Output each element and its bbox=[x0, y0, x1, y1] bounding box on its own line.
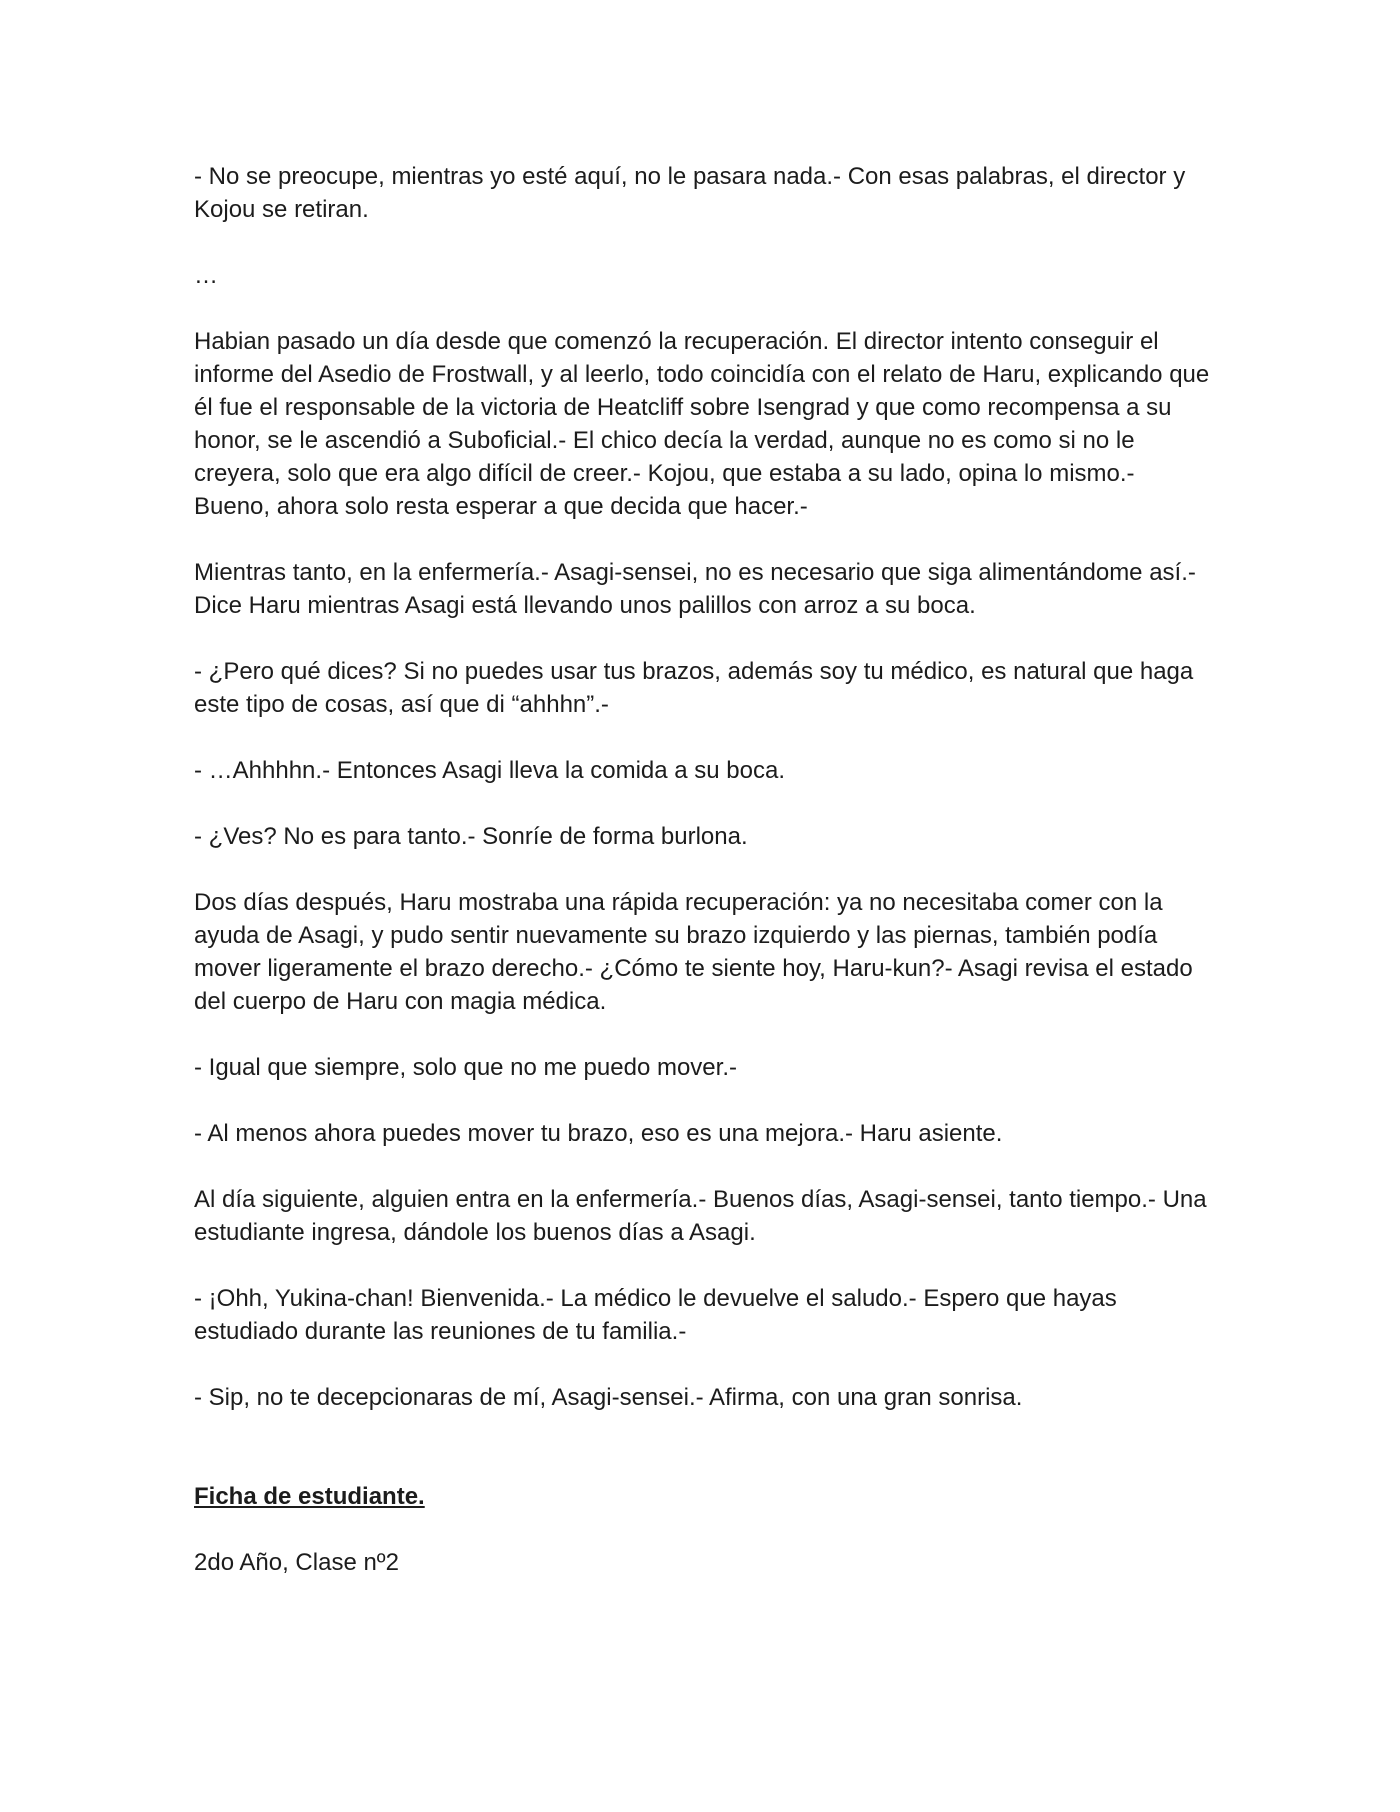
document-body bbox=[194, 160, 1214, 1612]
ellipsis-separator: … bbox=[194, 262, 218, 289]
section-heading: Ficha de estudiante. bbox=[194, 1483, 425, 1510]
class-line: 2do Año, Clase nº2 bbox=[194, 1549, 399, 1576]
paragraph: - …Ahhhhn.- Entonces Asagi lleva la comida a su boca. bbox=[194, 757, 785, 784]
paragraph: Dos días después, Haru mostraba una rápida recuperación: ya no necesitaba comer con la ayuda de Asagi, y pudo sentir nuevamente su brazo izquierdo y las piernas, también podía mover ligeramente el brazo derecho.- ¿Cómo te siente hoy, Haru-kun?- Asagi revisa el estado del cuerpo de Haru con magia médica. bbox=[194, 889, 1193, 1015]
paragraph: - Al menos ahora puedes mover tu brazo, eso es una mejora.- Haru asiente. bbox=[194, 1120, 1003, 1147]
paragraph: Habian pasado un día desde que comenzó la recuperación. El director intento conseguir el informe del Asedio de Frostwall, y al leerlo, todo coincidía con el relato de Haru, explicando que él fue el responsable de la victoria de Heatcliff sobre Isengrad y que como recompensa a su honor, se le ascendió a Suboficial.- El chico decía la verdad, aunque no es como si no le creyera, solo que era algo difícil de creer.- Kojou, que estaba a su lado, opina lo mismo.- Bueno, ahora solo resta esperar a que decida que hacer.- bbox=[194, 328, 1210, 520]
paragraph: - Igual que siempre, solo que no me puedo mover.- bbox=[194, 1054, 737, 1081]
paragraph: - ¿Pero qué dices? Si no puedes usar tus brazos, además soy tu médico, es natural que haga este tipo de cosas, así que di “ahhhn”.- bbox=[194, 658, 1194, 718]
paragraph: - Sip, no te decepcionaras de mí, Asagi-sensei.- Afirma, con una gran sonrisa. bbox=[194, 1384, 1023, 1411]
paragraph: - No se preocupe, mientras yo esté aquí, no le pasara nada.- Con esas palabras, el director y Kojou se retiran. bbox=[194, 163, 1186, 223]
paragraph: Al día siguiente, alguien entra en la enfermería.- Buenos días, Asagi-sensei, tanto tiempo.- Una estudiante ingresa, dándole los buenos días a Asagi. bbox=[194, 1186, 1207, 1246]
paragraph: Mientras tanto, en la enfermería.- Asagi-sensei, no es necesario que siga alimentándome así.- Dice Haru mientras Asagi está llevando unos palillos con arroz a su boca. bbox=[194, 559, 1196, 619]
paragraph: - ¡Ohh, Yukina-chan! Bienvenida.- La médico le devuelve el saludo.- Espero que hayas estudiado durante las reuniones de tu familia.- bbox=[194, 1285, 1117, 1345]
paragraph: - ¿Ves? No es para tanto.- Sonríe de forma burlona. bbox=[194, 823, 748, 850]
